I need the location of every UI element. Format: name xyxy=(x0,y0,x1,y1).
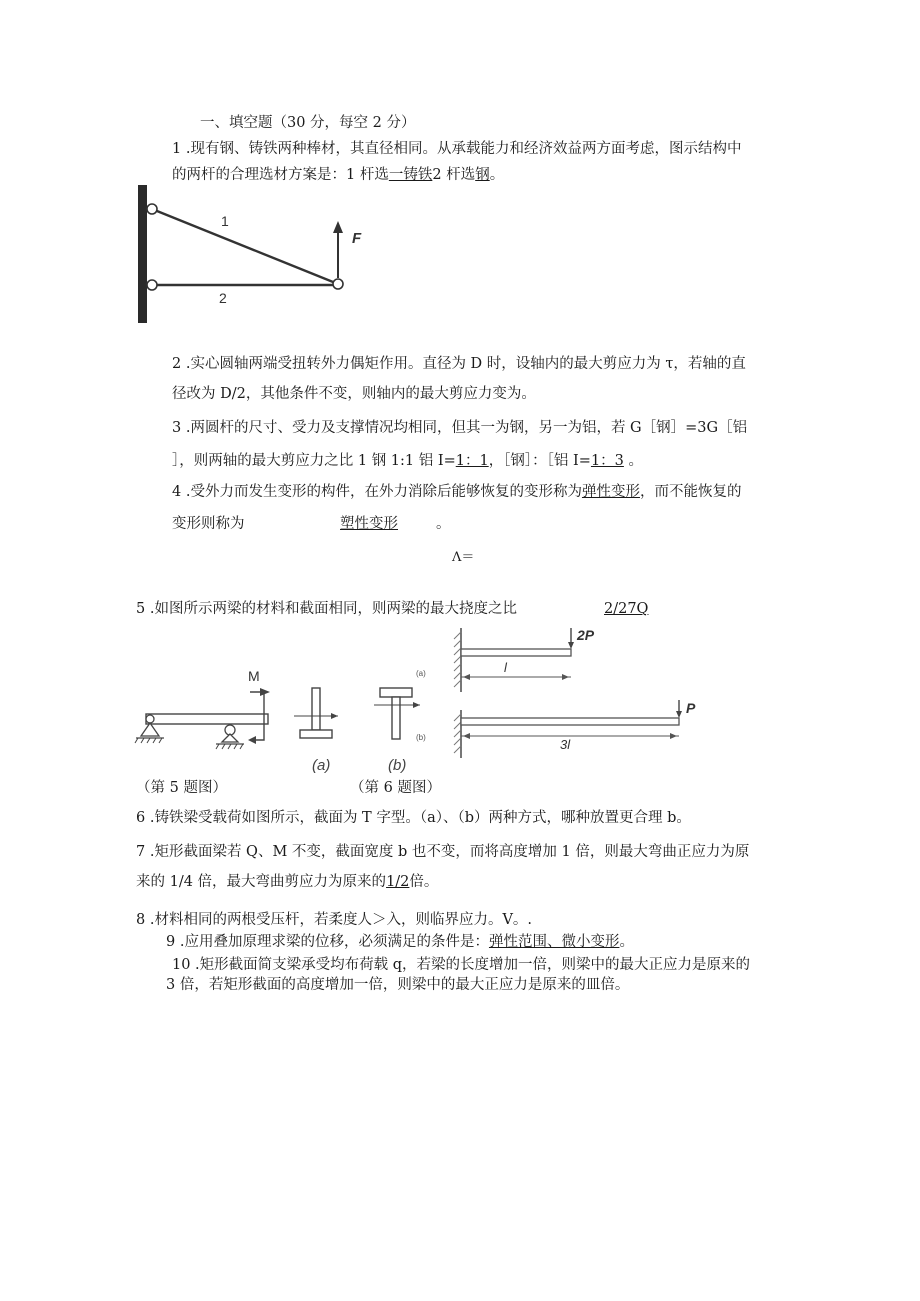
q6-section-b xyxy=(374,688,420,774)
q9-line xyxy=(166,932,634,952)
joint-node xyxy=(333,279,343,289)
q1-answer-2: 钢 xyxy=(475,167,490,183)
q5-beam-figure xyxy=(135,668,270,749)
label-force: F xyxy=(352,230,362,247)
q7-text-post: 倍。 xyxy=(409,874,439,890)
q3-line2 xyxy=(172,451,643,471)
beam xyxy=(146,714,268,724)
q1-answer-1: 一铸铁 xyxy=(388,167,433,183)
q1-truss-figure xyxy=(135,183,375,328)
force-arrowhead xyxy=(333,221,343,233)
q5-q6-figures xyxy=(130,622,720,780)
q7-answer: 1/2 xyxy=(386,874,410,890)
q3-text-mid: ，［钢］：［铝 I= xyxy=(488,453,591,469)
hinge-bottom xyxy=(147,280,157,290)
label-bar-2: 2 xyxy=(219,290,227,306)
q1-line1: 1 .现有钢、铸铁两种棒材，其直径相同。从承载能力和经济效益两方面考虑，图示结构中 xyxy=(172,141,742,157)
q4-stray-mark: Λ＝ xyxy=(452,550,475,565)
label-moment: M xyxy=(248,668,260,684)
pin-hinge xyxy=(146,715,154,723)
q10-line2: 3 倍，若矩形截面的高度增加一倍，则梁中的最大正应力是原来的皿倍。 xyxy=(166,977,630,993)
cantilever-b xyxy=(416,700,696,758)
label-section-a: (a) xyxy=(312,757,331,774)
label-l: l xyxy=(504,660,507,675)
tag-b: (b) xyxy=(416,733,426,742)
label-P: P xyxy=(686,700,696,716)
q7-line1: 7 .矩形截面梁若 Q、M 不变，截面宽度 b 也不变，而将高度增加 1 倍，则最大弯曲正应力为原 xyxy=(136,844,750,860)
caption-q6: （第 6 题图） xyxy=(350,780,441,796)
q7-text-pre: 来的 1/4 倍，最大弯曲剪应力为原来的 xyxy=(136,874,387,890)
q3-text-pre: ］，则两轴的最大剪应力之比 1 钢 1:1 铝 I= xyxy=(172,453,456,469)
q4-line2-label: 变形则称为 xyxy=(172,516,245,532)
label-bar-1: 1 xyxy=(221,213,229,229)
section-title: 一、填空题（30 分，每空 2 分） xyxy=(200,115,416,131)
label-3l: 3l xyxy=(560,737,571,752)
caption-q5: （第 5 题图） xyxy=(136,780,227,796)
q4-text-pre: 4 .受外力而发生变形的构件，在外力消除后能够恢复的变形称为 xyxy=(172,484,582,500)
q10-line1: 10 .矩形截面简支梁承受均布荷载 q，若梁的长度增加一倍，则梁中的最大正应力是原来的 xyxy=(172,957,751,973)
q4-text-post: ，而不能恢复的 xyxy=(639,484,742,500)
cantilever-a xyxy=(416,627,595,692)
pin-support xyxy=(141,723,159,736)
q4-answer-2: 塑性变形 xyxy=(340,516,398,532)
q3-text-post: 。 xyxy=(623,453,643,469)
q9-answer: 弹性范围、微小变形 xyxy=(488,934,620,950)
q2-line1: 2 .实心圆轴两端受扭转外力偶矩作用。直径为 D 时，设轴内的最大剪应力为 τ，若轴的直 xyxy=(172,356,746,372)
q5-line: 5 .如图所示两梁的材料和截面相同，则两梁的最大挠度之比 xyxy=(136,601,517,617)
q7-line2 xyxy=(136,872,438,892)
label-2P: 2P xyxy=(577,627,595,643)
bar-1 xyxy=(152,209,338,284)
q4-line1 xyxy=(172,482,741,502)
wall xyxy=(138,185,147,323)
q1-text-mid: 2 杆选 xyxy=(432,167,476,183)
q2-line2: 径改为 D/2，其他条件不变，则轴内的最大剪应力变为。 xyxy=(172,386,536,402)
q6-section-a xyxy=(294,688,338,774)
q3-line1: 3 .两圆杆的尺寸、受力及支撑情况均相同，但其一为钢，另一为铝，若 G［钢］=3G［铝 xyxy=(172,420,748,436)
hinge-top xyxy=(147,204,157,214)
q5-answer: 2/27Q xyxy=(604,601,649,617)
q1-text-pre: 的两杆的合理选材方案是：1 杆选 xyxy=(172,167,389,183)
label-section-b: (b) xyxy=(388,757,407,774)
q4-answer-1: 弹性变形 xyxy=(581,484,640,500)
q3-answer-1: 1：1 xyxy=(455,453,489,469)
q9-text-pre: 9 .应用叠加原理求梁的位移，必须满足的条件是： xyxy=(166,934,489,950)
q3-answer-2: 1：3 xyxy=(590,453,624,469)
q1-line2 xyxy=(172,165,504,185)
tag-a: (a) xyxy=(416,669,426,678)
q4-line2-post: 。 xyxy=(436,516,451,532)
q1-text-post: 。 xyxy=(489,167,505,183)
q6-line: 6 .铸铁梁受载荷如图所示，截面为 T 字型。（a）、（b）两种方式，哪种放置更合理 b。 xyxy=(136,810,691,826)
q9-text-post: 。 xyxy=(619,934,634,950)
q8-line: 8 .材料相同的两根受压杆，若柔度人＞入，则临界应力。V。. xyxy=(136,912,533,928)
